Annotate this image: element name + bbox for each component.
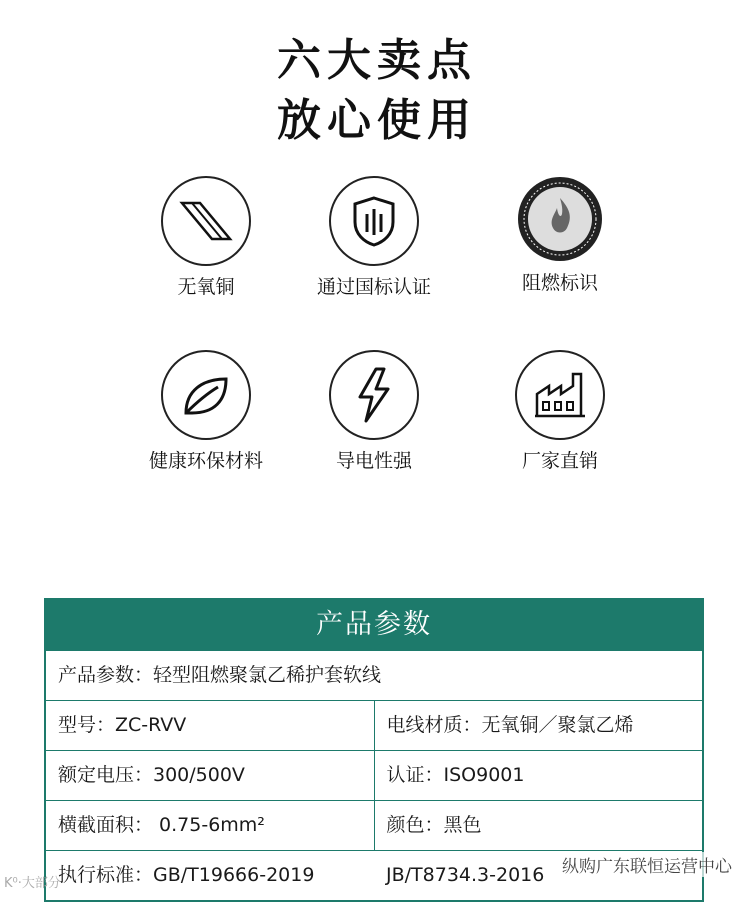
- feature-eco-material: [116, 350, 296, 473]
- spec-color: 颜色：黑色: [374, 801, 703, 850]
- watermark-text: 纵购广东联恒运营中心: [562, 852, 732, 877]
- feature-national-cert: [284, 176, 464, 299]
- table-row: [46, 750, 702, 800]
- spec-standard-2: JB/T8734.3-2016: [386, 864, 545, 886]
- spec-model: 型号：ZC-RVV: [58, 714, 187, 736]
- headline-line2: 放心使用: [277, 95, 477, 146]
- factory-icon: [515, 350, 605, 440]
- feature-label: 阻燃标识: [521, 272, 598, 294]
- spec-certification: 认证：ISO9001: [374, 751, 703, 800]
- shield-icon: [329, 176, 419, 266]
- feature-label: 厂家直销: [521, 450, 598, 472]
- spec-voltage: 额定电压：300/500V: [58, 764, 245, 786]
- feature-oxygen-free-copper: [116, 176, 296, 299]
- leaf-icon: [161, 350, 251, 440]
- feature-conductivity: [284, 350, 464, 473]
- spec-product-name: 产品参数：轻型阻燃聚氯乙稀护套软线: [58, 664, 382, 686]
- spec-title: 产品参数: [46, 600, 702, 650]
- wire-icon: [161, 176, 251, 266]
- feature-flame-retardant: [470, 176, 650, 295]
- watermark-logo: K⁰·大部分: [4, 876, 61, 891]
- table-row: [46, 800, 702, 850]
- spec-material: 电线材质：无氧铜／聚氯乙烯: [374, 701, 703, 750]
- feature-label: 无氧铜: [177, 276, 235, 298]
- table-row: [46, 650, 702, 700]
- headline-line1: 六大卖点: [277, 35, 477, 86]
- spec-standard: 执行标准：GB/T19666-2019: [58, 864, 315, 886]
- feature-label: 导电性强: [335, 450, 412, 472]
- feature-label: 通过国标认证: [316, 276, 431, 298]
- lightning-icon: [329, 350, 419, 440]
- flame-seal-icon: [517, 176, 603, 262]
- spec-cross-section: 横截面积： 0.75-6mm²: [58, 814, 265, 836]
- table-row: [46, 700, 702, 750]
- feature-factory-direct: [470, 350, 650, 473]
- feature-label: 健康环保材料: [148, 450, 263, 472]
